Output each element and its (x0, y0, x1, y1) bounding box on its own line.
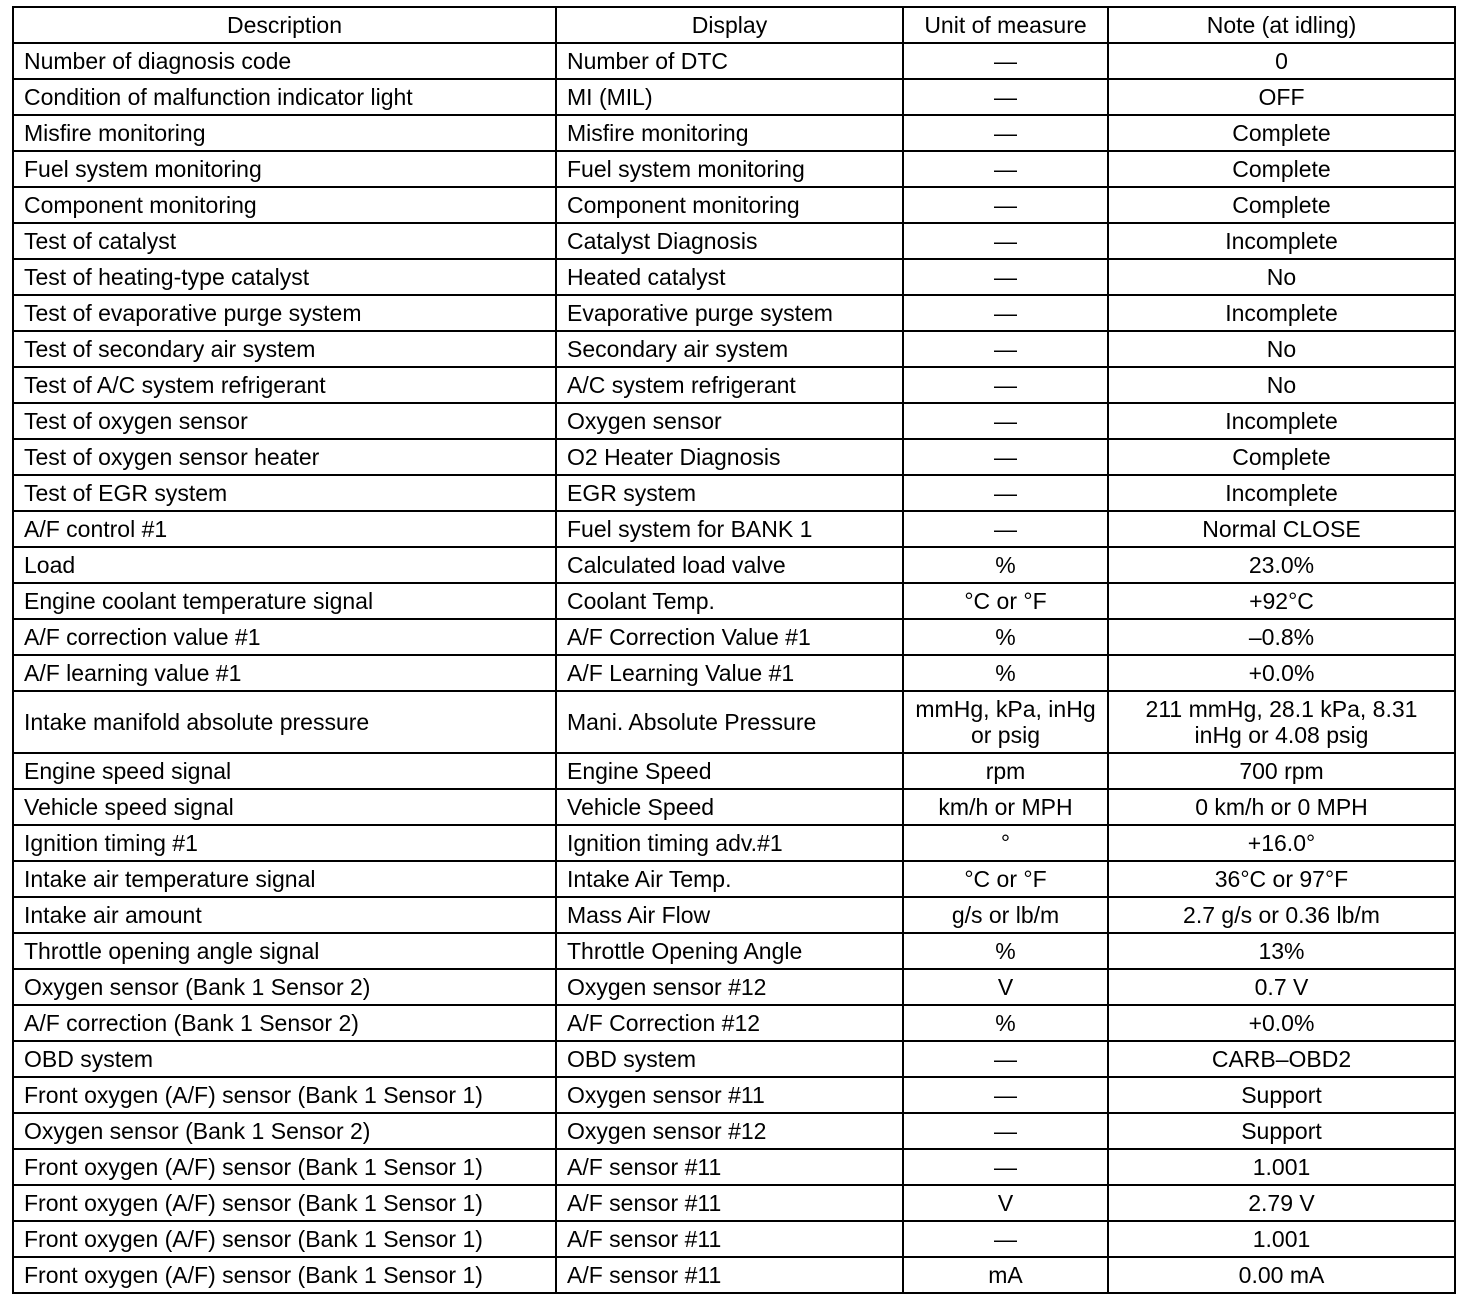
table-row (13, 115, 1455, 151)
note-cell: +0.0% (1108, 1005, 1455, 1041)
note-cell: 0 (1108, 43, 1455, 79)
table-row (13, 861, 1455, 897)
display-cell: O2 Heater Diagnosis (556, 439, 903, 475)
unit-cell: — (903, 475, 1108, 511)
display-cell: Heated catalyst (556, 259, 903, 295)
description-cell: Component monitoring (13, 187, 556, 223)
note-cell: +16.0° (1108, 825, 1455, 861)
table-row (13, 187, 1455, 223)
note-cell: Incomplete (1108, 403, 1455, 439)
note-cell: 2.79 V (1108, 1185, 1455, 1221)
table-header (13, 7, 1455, 43)
display-cell: Secondary air system (556, 331, 903, 367)
unit-cell: ° (903, 825, 1108, 861)
note-cell: Complete (1108, 439, 1455, 475)
display-cell: Mani. Absolute Pressure (556, 691, 903, 753)
unit-cell: — (903, 1041, 1108, 1077)
display-cell: A/C system refrigerant (556, 367, 903, 403)
description-cell: Ignition timing #1 (13, 825, 556, 861)
table-row (13, 1077, 1455, 1113)
header-row (13, 7, 1455, 43)
description-cell: Test of A/C system refrigerant (13, 367, 556, 403)
note-cell: 0 km/h or 0 MPH (1108, 789, 1455, 825)
description-cell: Condition of malfunction indicator light (13, 79, 556, 115)
description-cell: Throttle opening angle signal (13, 933, 556, 969)
description-cell: A/F learning value #1 (13, 655, 556, 691)
table-row (13, 367, 1455, 403)
note-cell: 1.001 (1108, 1149, 1455, 1185)
table-row (13, 331, 1455, 367)
note-cell: 1.001 (1108, 1221, 1455, 1257)
display-cell: Vehicle Speed (556, 789, 903, 825)
display-cell: Oxygen sensor #12 (556, 969, 903, 1005)
description-cell: Front oxygen (A/F) sensor (Bank 1 Sensor 1) (13, 1221, 556, 1257)
display-cell: A/F sensor #11 (556, 1221, 903, 1257)
display-cell: Coolant Temp. (556, 583, 903, 619)
display-cell: Calculated load valve (556, 547, 903, 583)
description-cell: A/F correction (Bank 1 Sensor 2) (13, 1005, 556, 1041)
obd-data-table (12, 6, 1456, 1294)
description-cell: Oxygen sensor (Bank 1 Sensor 2) (13, 969, 556, 1005)
description-cell: OBD system (13, 1041, 556, 1077)
table-row (13, 691, 1455, 753)
unit-cell: V (903, 969, 1108, 1005)
data-table-container (12, 6, 1456, 1294)
table-row (13, 1113, 1455, 1149)
description-cell: Front oxygen (A/F) sensor (Bank 1 Sensor 1) (13, 1077, 556, 1113)
table-row (13, 439, 1455, 475)
description-cell: Load (13, 547, 556, 583)
unit-cell: — (903, 439, 1108, 475)
note-cell: 0.7 V (1108, 969, 1455, 1005)
description-cell: Engine coolant temperature signal (13, 583, 556, 619)
unit-cell: — (903, 1113, 1108, 1149)
note-cell: Support (1108, 1113, 1455, 1149)
table-row (13, 583, 1455, 619)
table-row (13, 79, 1455, 115)
display-cell: A/F sensor #11 (556, 1257, 903, 1293)
note-cell: Support (1108, 1077, 1455, 1113)
unit-cell: — (903, 1149, 1108, 1185)
description-cell: Test of EGR system (13, 475, 556, 511)
unit-cell: — (903, 331, 1108, 367)
display-cell: EGR system (556, 475, 903, 511)
description-cell: Test of oxygen sensor (13, 403, 556, 439)
table-row (13, 933, 1455, 969)
table-row (13, 475, 1455, 511)
note-cell: +0.0% (1108, 655, 1455, 691)
note-cell: 13% (1108, 933, 1455, 969)
unit-cell: — (903, 187, 1108, 223)
note-cell: 700 rpm (1108, 753, 1455, 789)
unit-cell: mmHg, kPa, inHg or psig (903, 691, 1108, 753)
unit-cell: % (903, 619, 1108, 655)
unit-cell: — (903, 1077, 1108, 1113)
description-cell: Misfire monitoring (13, 115, 556, 151)
display-cell: Misfire monitoring (556, 115, 903, 151)
note-cell: Complete (1108, 151, 1455, 187)
table-row (13, 789, 1455, 825)
header-description: Description (13, 7, 556, 43)
description-cell: Vehicle speed signal (13, 789, 556, 825)
note-cell: –0.8% (1108, 619, 1455, 655)
note-cell: +92°C (1108, 583, 1455, 619)
display-cell: Fuel system for BANK 1 (556, 511, 903, 547)
display-cell: Throttle Opening Angle (556, 933, 903, 969)
description-cell: Test of heating-type catalyst (13, 259, 556, 295)
note-cell: Complete (1108, 187, 1455, 223)
description-cell: Test of evaporative purge system (13, 295, 556, 331)
unit-cell: — (903, 115, 1108, 151)
note-cell: 0.00 mA (1108, 1257, 1455, 1293)
table-row (13, 1005, 1455, 1041)
display-cell: A/F sensor #11 (556, 1149, 903, 1185)
note-cell: Incomplete (1108, 295, 1455, 331)
note-cell: 2.7 g/s or 0.36 lb/m (1108, 897, 1455, 933)
description-cell: Front oxygen (A/F) sensor (Bank 1 Sensor 1) (13, 1185, 556, 1221)
header-unit: Unit of measure (903, 7, 1108, 43)
unit-cell: % (903, 547, 1108, 583)
header-note: Note (at idling) (1108, 7, 1455, 43)
note-cell: 211 mmHg, 28.1 kPa, 8.31 inHg or 4.08 psig (1108, 691, 1455, 753)
description-cell: Intake air temperature signal (13, 861, 556, 897)
unit-cell: V (903, 1185, 1108, 1221)
note-cell: OFF (1108, 79, 1455, 115)
table-body (13, 43, 1455, 1293)
unit-cell: g/s or lb/m (903, 897, 1108, 933)
unit-cell: — (903, 259, 1108, 295)
note-cell: No (1108, 259, 1455, 295)
table-row (13, 1185, 1455, 1221)
display-cell: Mass Air Flow (556, 897, 903, 933)
unit-cell: km/h or MPH (903, 789, 1108, 825)
display-cell: Fuel system monitoring (556, 151, 903, 187)
table-row (13, 403, 1455, 439)
display-cell: Catalyst Diagnosis (556, 223, 903, 259)
description-cell: A/F control #1 (13, 511, 556, 547)
description-cell: Intake manifold absolute pressure (13, 691, 556, 753)
table-row (13, 619, 1455, 655)
table-row (13, 223, 1455, 259)
unit-cell: % (903, 655, 1108, 691)
unit-cell: — (903, 223, 1108, 259)
description-cell: Engine speed signal (13, 753, 556, 789)
unit-cell: — (903, 511, 1108, 547)
note-cell: Incomplete (1108, 475, 1455, 511)
description-cell: Test of secondary air system (13, 331, 556, 367)
unit-cell: °C or °F (903, 583, 1108, 619)
note-cell: No (1108, 367, 1455, 403)
display-cell: A/F Correction #12 (556, 1005, 903, 1041)
unit-cell: — (903, 295, 1108, 331)
table-row (13, 43, 1455, 79)
display-cell: Ignition timing adv.#1 (556, 825, 903, 861)
description-cell: Oxygen sensor (Bank 1 Sensor 2) (13, 1113, 556, 1149)
unit-cell: rpm (903, 753, 1108, 789)
table-row (13, 511, 1455, 547)
note-cell: Complete (1108, 115, 1455, 151)
display-cell: OBD system (556, 1041, 903, 1077)
unit-cell: — (903, 151, 1108, 187)
display-cell: Oxygen sensor #11 (556, 1077, 903, 1113)
unit-cell: mA (903, 1257, 1108, 1293)
table-row (13, 825, 1455, 861)
unit-cell: — (903, 43, 1108, 79)
table-row (13, 151, 1455, 187)
description-cell: Test of catalyst (13, 223, 556, 259)
description-cell: Front oxygen (A/F) sensor (Bank 1 Sensor 1) (13, 1257, 556, 1293)
description-cell: Fuel system monitoring (13, 151, 556, 187)
table-row (13, 1149, 1455, 1185)
display-cell: Evaporative purge system (556, 295, 903, 331)
description-cell: Front oxygen (A/F) sensor (Bank 1 Sensor 1) (13, 1149, 556, 1185)
display-cell: A/F Learning Value #1 (556, 655, 903, 691)
display-cell: MI (MIL) (556, 79, 903, 115)
unit-cell: % (903, 933, 1108, 969)
description-cell: Test of oxygen sensor heater (13, 439, 556, 475)
unit-cell: — (903, 367, 1108, 403)
header-display: Display (556, 7, 903, 43)
display-cell: Oxygen sensor (556, 403, 903, 439)
unit-cell: % (903, 1005, 1108, 1041)
table-row (13, 753, 1455, 789)
note-cell: 36°C or 97°F (1108, 861, 1455, 897)
note-cell: Incomplete (1108, 223, 1455, 259)
unit-cell: — (903, 79, 1108, 115)
unit-cell: °C or °F (903, 861, 1108, 897)
table-row (13, 897, 1455, 933)
display-cell: Component monitoring (556, 187, 903, 223)
description-cell: A/F correction value #1 (13, 619, 556, 655)
note-cell: Normal CLOSE (1108, 511, 1455, 547)
table-row (13, 547, 1455, 583)
table-row (13, 295, 1455, 331)
table-row (13, 1041, 1455, 1077)
description-cell: Number of diagnosis code (13, 43, 556, 79)
note-cell: 23.0% (1108, 547, 1455, 583)
display-cell: A/F Correction Value #1 (556, 619, 903, 655)
table-row (13, 969, 1455, 1005)
table-row (13, 1257, 1455, 1293)
table-row (13, 655, 1455, 691)
note-cell: No (1108, 331, 1455, 367)
display-cell: Oxygen sensor #12 (556, 1113, 903, 1149)
display-cell: Intake Air Temp. (556, 861, 903, 897)
unit-cell: — (903, 1221, 1108, 1257)
display-cell: Number of DTC (556, 43, 903, 79)
unit-cell: — (903, 403, 1108, 439)
display-cell: Engine Speed (556, 753, 903, 789)
description-cell: Intake air amount (13, 897, 556, 933)
display-cell: A/F sensor #11 (556, 1185, 903, 1221)
note-cell: CARB–OBD2 (1108, 1041, 1455, 1077)
table-row (13, 1221, 1455, 1257)
table-row (13, 259, 1455, 295)
